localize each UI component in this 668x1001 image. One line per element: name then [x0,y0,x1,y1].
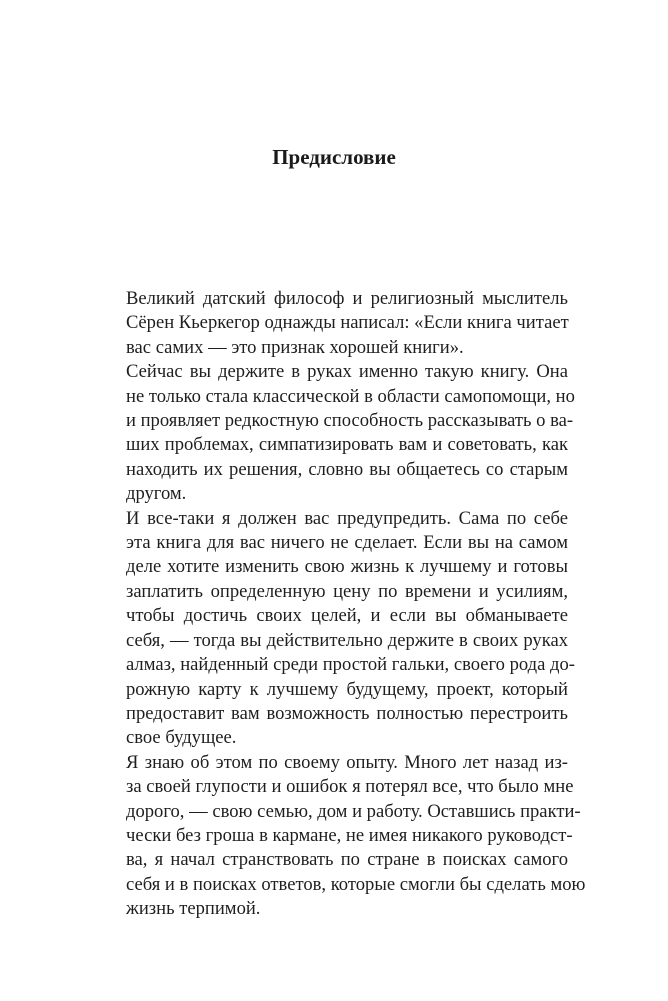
text-line: заплатить определенную цену по времени и усилиям, [126,580,568,602]
text-line: вас самих — это признак хорошей книги». [126,336,464,358]
text-line: не только стала классической в области самопомощи, но [126,385,575,407]
text-line: И все-таки я должен вас предупредить. Сама по себе [126,507,568,529]
text-line: рожную карту к лучшему будущему, проект, который [126,678,568,700]
paragraph-1 [106,287,568,360]
text-line: ва, я начал странствовать по стране в поисках самого [126,849,568,871]
text-line: жизнь терпимой. [126,898,261,920]
text-line: алмаз, найденный среди простой гальки, своего рода до- [126,654,575,676]
text-line: деле хотите изменить свою жизнь к лучшему и готовы [126,556,568,578]
text-line: Сёрен Кьеркегор однажды написал: «Если книга читает [126,312,569,334]
text-line: Сейчас вы держите в руках именно такую книгу. Она [126,361,568,383]
text-line: другом. [126,483,187,505]
text-line: свое будущее. [126,727,237,749]
paragraph-4 [106,751,586,922]
paragraph-2 [106,360,575,506]
text-line: за своей глупости и ошибок я потерял все, что было мне [126,776,574,798]
text-line: себя, — тогда вы действительно держите в своих руках [126,629,568,651]
text-line: находить их решения, словно вы общаетесь со старым [126,458,568,480]
chapter-title: Предисловие [272,145,396,169]
text-line: ших проблемах, симпатизировать вам и советовать, как [126,434,568,456]
text-line: и проявляет редкостную способность рассказывать о ва- [126,410,574,432]
text-line: чески без гроша в кармане, не имея никакого руководст- [126,824,573,846]
text-line: чтобы достичь своих целей, и если вы обманываете [126,605,568,627]
text-line: дорого, — свою семью, дом и работу. Оставшись практи- [126,800,581,822]
text-line: себя и в поисках ответов, которые смогли бы сделать мою [126,873,586,895]
text-line: Я знаю об этом по своему опыту. Много лет назад из- [126,751,568,773]
text-line: предоставит вам возможность полностью перестроить [126,702,568,724]
text-line: эта книга для вас ничего не сделает. Если вы на самом [126,532,568,554]
paragraph-3 [106,507,575,751]
text-line: Великий датский философ и религиозный мыслитель [126,288,568,309]
body-text [106,287,586,922]
